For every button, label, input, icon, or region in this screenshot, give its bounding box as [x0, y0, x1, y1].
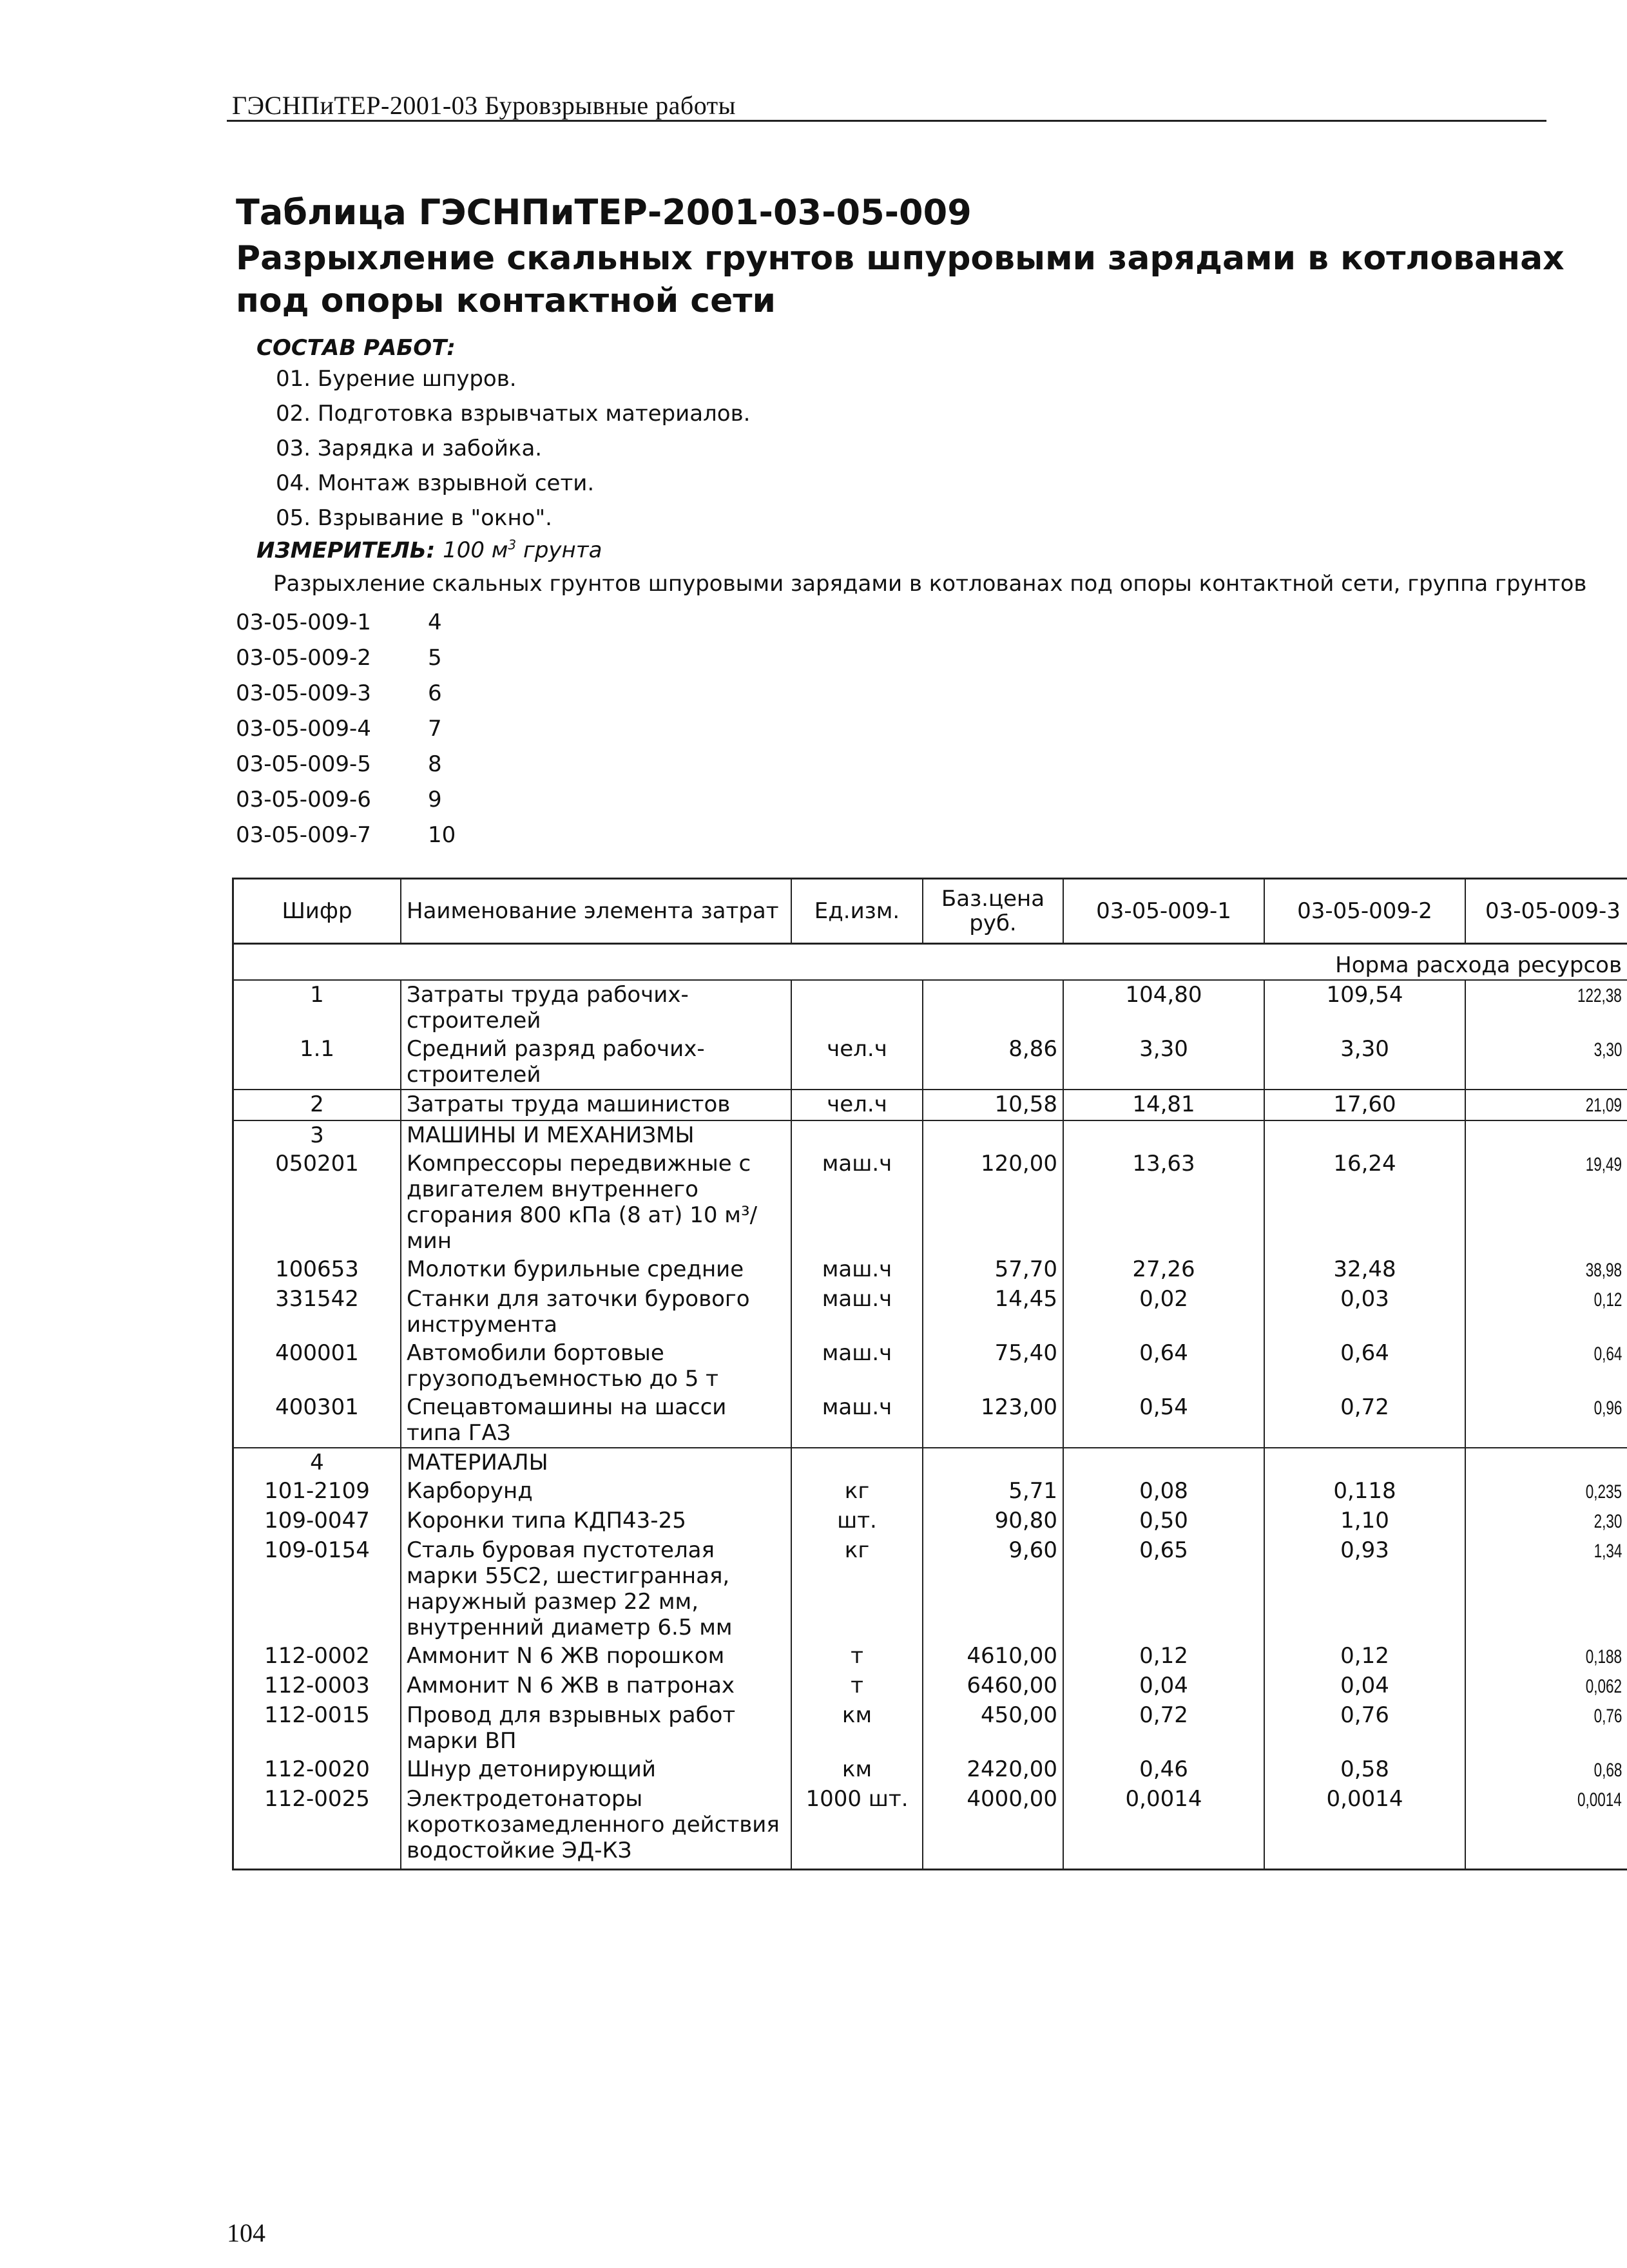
cell-cipher: 4	[233, 1448, 401, 1477]
cell-col-1: 14,81	[1063, 1090, 1264, 1120]
cell-unit: маш.ч	[791, 1285, 923, 1339]
cell-col-2: 3,30	[1264, 1035, 1465, 1090]
works-heading: СОСТАВ РАБОТ:	[256, 335, 456, 361]
cell-col-2: 0,64	[1264, 1339, 1465, 1393]
cell-name: Аммонит N 6 ЖВ в патронах	[401, 1671, 791, 1701]
description: Разрыхление скальных грунтов шпуровыми зарядами в котлованах под опоры контактной сети, группа грунтов	[273, 571, 1587, 597]
cell-col-2: 1,10	[1264, 1506, 1465, 1536]
cell-col-2: 0,72	[1264, 1393, 1465, 1448]
cell-cipher: 3	[233, 1120, 401, 1149]
cell-unit: маш.ч	[791, 1393, 923, 1448]
cell-col-3: 122,38	[1465, 980, 1627, 1035]
table-row	[233, 1090, 1627, 1120]
cell-cipher: 100653	[233, 1255, 401, 1285]
code-row: 03-05-009-4 7	[236, 716, 442, 742]
table-row	[233, 1477, 1627, 1506]
cell-col-1: 0,72	[1063, 1701, 1264, 1755]
cell-price: 90,80	[923, 1506, 1063, 1536]
cell-col-3: 0,76	[1465, 1701, 1627, 1755]
cell-name: Станки для заточки бурового инструмента	[401, 1285, 791, 1339]
header-price: Баз.цена руб.	[923, 879, 1063, 944]
cell-cipher: 1.1	[233, 1035, 401, 1090]
cell-price: 5,71	[923, 1477, 1063, 1506]
header-cipher: Шифр	[233, 879, 401, 944]
cell-name: Карборунд	[401, 1477, 791, 1506]
cell-col-3: 3,30	[1465, 1035, 1627, 1090]
resource-table	[232, 878, 1627, 1870]
cell-col-2: 0,12	[1264, 1642, 1465, 1671]
cell-cipher: 400301	[233, 1393, 401, 1448]
cell-price: 2420,00	[923, 1755, 1063, 1785]
cell-col-1: 104,80	[1063, 980, 1264, 1035]
cell-price	[923, 1120, 1063, 1149]
norm-label: Норма расхода ресурсов	[233, 944, 1627, 981]
code-row: 03-05-009-6 9	[236, 787, 442, 812]
cell-price: 8,86	[923, 1035, 1063, 1090]
cell-unit	[791, 1120, 923, 1149]
cell-price: 57,70	[923, 1255, 1063, 1285]
cell-col-3: 2,30	[1465, 1506, 1627, 1536]
cell-name: Электродетонаторы короткозамедленного действия водостойкие ЭД-КЗ	[401, 1785, 791, 1870]
cell-cipher: 331542	[233, 1285, 401, 1339]
code-row: 03-05-009-5 8	[236, 751, 442, 777]
cell-name: Коронки типа КДП43-25	[401, 1506, 791, 1536]
table-row	[233, 1120, 1627, 1149]
cell-unit	[791, 980, 923, 1035]
cell-col-2	[1264, 1448, 1465, 1477]
cell-price: 14,45	[923, 1285, 1063, 1339]
code-row: 03-05-009-7 10	[236, 822, 456, 848]
cell-name: Сталь буровая пустотелая марки 55С2, шестигранная, наружный размер 22 мм, внутренний диаметр 6.5 мм	[401, 1536, 791, 1642]
cell-col-2: 0,118	[1264, 1477, 1465, 1506]
cell-unit: чел.ч	[791, 1090, 923, 1120]
cell-col-1: 13,63	[1063, 1149, 1264, 1255]
cell-price: 4000,00	[923, 1785, 1063, 1870]
cell-col-1	[1063, 1120, 1264, 1149]
page-number: 104	[227, 2218, 265, 2247]
cell-col-1: 0,50	[1063, 1506, 1264, 1536]
cell-unit: 1000 шт.	[791, 1785, 923, 1870]
table-subtitle	[236, 237, 1564, 322]
header-col-2: 03-05-009-2	[1264, 879, 1465, 944]
cell-name: Затраты труда рабочих-строителей	[401, 980, 791, 1035]
table-row	[233, 1642, 1627, 1671]
cell-unit: т	[791, 1642, 923, 1671]
measure-line	[256, 537, 602, 563]
cell-name: МАТЕРИАЛЫ	[401, 1448, 791, 1477]
table-row	[233, 1755, 1627, 1785]
cell-cipher: 101-2109	[233, 1477, 401, 1506]
table-title: Таблица ГЭСНПиТЕР-2001-03-05-009	[236, 192, 972, 233]
cell-name: Шнур детонирующий	[401, 1755, 791, 1785]
code-row: 03-05-009-1 4	[236, 610, 442, 635]
cell-cipher: 112-0020	[233, 1755, 401, 1785]
cell-price: 9,60	[923, 1536, 1063, 1642]
cell-col-2: 0,58	[1264, 1755, 1465, 1785]
table-row	[233, 1701, 1627, 1755]
cell-col-2: 0,04	[1264, 1671, 1465, 1701]
cell-col-1: 0,54	[1063, 1393, 1264, 1448]
work-item-4: 04. Монтаж взрывной сети.	[276, 470, 595, 496]
cell-col-3: 0,235	[1465, 1477, 1627, 1506]
header-unit: Ед.изм.	[791, 879, 923, 944]
cell-col-1: 0,46	[1063, 1755, 1264, 1785]
cell-price	[923, 980, 1063, 1035]
cell-price: 6460,00	[923, 1671, 1063, 1701]
cell-col-1: 3,30	[1063, 1035, 1264, 1090]
cell-cipher: 112-0002	[233, 1642, 401, 1671]
cell-col-3: 21,09	[1465, 1090, 1627, 1120]
cell-unit: кг	[791, 1477, 923, 1506]
cell-col-3: 1,34	[1465, 1536, 1627, 1642]
header-name: Наименование элемента затрат	[401, 879, 791, 944]
cell-col-3: 0,64	[1465, 1339, 1627, 1393]
table-row	[233, 1255, 1627, 1285]
cell-col-3: 0,96	[1465, 1393, 1627, 1448]
work-item-1: 01. Бурение шпуров.	[276, 366, 517, 392]
cell-col-3	[1465, 1120, 1627, 1149]
cell-col-1	[1063, 1448, 1264, 1477]
cell-col-1: 0,08	[1063, 1477, 1264, 1506]
cell-cipher: 112-0003	[233, 1671, 401, 1701]
table-row	[233, 1285, 1627, 1339]
running-head: ГЭСНПиТЕР-2001-03 Буровзрывные работы	[232, 91, 736, 120]
cell-name: Автомобили бортовые грузоподъемностью до 5 т	[401, 1339, 791, 1393]
cell-cipher: 112-0025	[233, 1785, 401, 1870]
cell-col-3: 0,68	[1465, 1755, 1627, 1785]
subtitle-line-2: под опоры контактной сети	[236, 282, 776, 320]
cell-price	[923, 1448, 1063, 1477]
cell-unit: маш.ч	[791, 1339, 923, 1393]
cell-name: Затраты труда машинистов	[401, 1090, 791, 1120]
cell-col-3: 0,0014	[1465, 1785, 1627, 1870]
table-row	[233, 1149, 1627, 1255]
cell-unit: км	[791, 1701, 923, 1755]
work-item-3: 03. Зарядка и забойка.	[276, 436, 543, 461]
measure-label: ИЗМЕРИТЕЛЬ:	[256, 537, 436, 564]
cell-col-1: 0,64	[1063, 1339, 1264, 1393]
cell-cipher: 112-0015	[233, 1701, 401, 1755]
cell-col-1: 0,0014	[1063, 1785, 1264, 1870]
table-header-row	[233, 879, 1627, 944]
table-row	[233, 1671, 1627, 1701]
table-row	[233, 1339, 1627, 1393]
measure-value: 100 $м^3$ грунта	[443, 537, 602, 564]
code-row: 03-05-009-2 5	[236, 645, 442, 671]
cell-col-2	[1264, 1120, 1465, 1149]
cell-price: 123,00	[923, 1393, 1063, 1448]
cell-col-3: 38,98	[1465, 1255, 1627, 1285]
table-row	[233, 1785, 1627, 1870]
cell-cipher: 1	[233, 980, 401, 1035]
cell-unit: т	[791, 1671, 923, 1701]
table-body	[233, 944, 1627, 1870]
cell-unit	[791, 1448, 923, 1477]
code-row: 03-05-009-3 6	[236, 680, 442, 706]
cell-unit: км	[791, 1755, 923, 1785]
cell-col-1: 0,04	[1063, 1671, 1264, 1701]
cell-unit: шт.	[791, 1506, 923, 1536]
table-row	[233, 1506, 1627, 1536]
cell-col-2: 109,54	[1264, 980, 1465, 1035]
header-col-1: 03-05-009-1	[1063, 879, 1264, 944]
cell-price: 120,00	[923, 1149, 1063, 1255]
cell-col-1: 27,26	[1063, 1255, 1264, 1285]
cell-unit: маш.ч	[791, 1255, 923, 1285]
cell-name: Молотки бурильные средние	[401, 1255, 791, 1285]
table-row	[233, 1448, 1627, 1477]
cell-cipher: 050201	[233, 1149, 401, 1255]
work-item-5: 05. Взрывание в "окно".	[276, 505, 552, 531]
cell-col-3: 0,12	[1465, 1285, 1627, 1339]
cell-price: 450,00	[923, 1701, 1063, 1755]
cell-col-3: 0,188	[1465, 1642, 1627, 1671]
cell-unit: кг	[791, 1536, 923, 1642]
table-row	[233, 1536, 1627, 1642]
cell-name: Компрессоры передвижные с двигателем внутреннего сгорания 800 кПа (8 ат) 10 м³/мин	[401, 1149, 791, 1255]
cell-price: 75,40	[923, 1339, 1063, 1393]
header-col-3: 03-05-009-3	[1465, 879, 1627, 944]
cell-unit: чел.ч	[791, 1035, 923, 1090]
cell-col-3: 0,062	[1465, 1671, 1627, 1701]
cell-name: Спецавтомашины на шасси типа ГАЗ	[401, 1393, 791, 1448]
cell-price: 10,58	[923, 1090, 1063, 1120]
subtitle-line-1: Разрыхление скальных грунтов шпуровыми зарядами в котлованах	[236, 239, 1564, 278]
cell-col-3	[1465, 1448, 1627, 1477]
header-rule	[227, 120, 1546, 122]
cell-cipher: 109-0154	[233, 1536, 401, 1642]
cell-col-3: 19,49	[1465, 1149, 1627, 1255]
cell-name: Провод для взрывных работ марки ВП	[401, 1701, 791, 1755]
cell-col-2: 16,24	[1264, 1149, 1465, 1255]
cell-col-2: 0,93	[1264, 1536, 1465, 1642]
cell-name: Аммонит N 6 ЖВ порошком	[401, 1642, 791, 1671]
table-row	[233, 1035, 1627, 1090]
cell-name: Средний разряд рабочих-строителей	[401, 1035, 791, 1090]
cell-unit: маш.ч	[791, 1149, 923, 1255]
cell-col-2: 0,0014	[1264, 1785, 1465, 1870]
cell-col-2: 0,03	[1264, 1285, 1465, 1339]
cell-cipher: 109-0047	[233, 1506, 401, 1536]
norm-row	[233, 944, 1627, 981]
cell-col-2: 0,76	[1264, 1701, 1465, 1755]
cell-col-1: 0,65	[1063, 1536, 1264, 1642]
cell-cipher: 2	[233, 1090, 401, 1120]
table-row	[233, 980, 1627, 1035]
cell-name: МАШИНЫ И МЕХАНИЗМЫ	[401, 1120, 791, 1149]
cell-col-1: 0,02	[1063, 1285, 1264, 1339]
cell-col-1: 0,12	[1063, 1642, 1264, 1671]
table-row	[233, 1393, 1627, 1448]
cell-price: 4610,00	[923, 1642, 1063, 1671]
cell-cipher: 400001	[233, 1339, 401, 1393]
cell-col-2: 32,48	[1264, 1255, 1465, 1285]
work-item-2: 02. Подготовка взрывчатых материалов.	[276, 401, 751, 427]
cell-col-2: 17,60	[1264, 1090, 1465, 1120]
